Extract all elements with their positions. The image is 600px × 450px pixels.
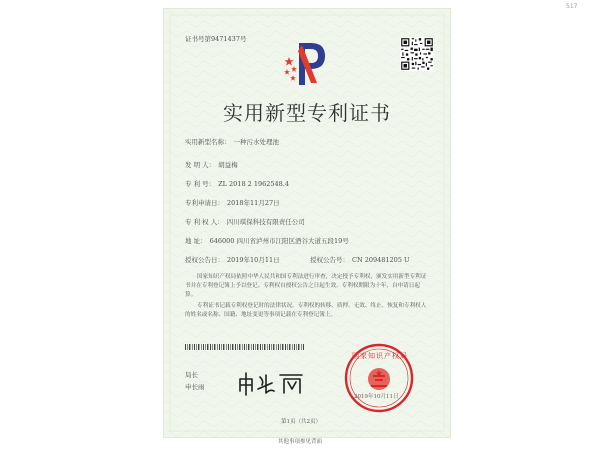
certificate-number: 证书号第9471437号 (185, 35, 247, 43)
field-patentee (185, 219, 305, 226)
qr-code-icon (400, 37, 434, 71)
field-grant-number (310, 257, 410, 264)
page-number: 第1页（共2页） (281, 419, 321, 425)
field-label: 专 利 号： (185, 180, 216, 188)
field-value: 一种污水处理池 (233, 138, 279, 146)
field-label: 专利申请日： (185, 199, 224, 207)
director-signature (236, 369, 308, 397)
cnipa-logo-icon (281, 39, 333, 89)
field-utility-model-name (185, 139, 279, 146)
patent-certificate (163, 8, 451, 438)
field-label: 实用新型名称： (185, 138, 231, 146)
director-title: 局长 (185, 371, 198, 379)
seal-date: 2019年10月11日 (354, 394, 399, 400)
field-value: 2018年11月27日 (227, 199, 280, 207)
field-grant-date (185, 257, 280, 264)
field-value: 四川琪保科技有限责任公司 (226, 218, 305, 226)
field-address (185, 238, 349, 245)
field-patent-number (185, 181, 289, 188)
field-value: ZL 2018 2 1962548.4 (218, 180, 289, 188)
field-value: 2019年10月11日 (227, 256, 280, 264)
field-label: 发 明 人： (185, 161, 216, 169)
field-label: 专 利 权 人： (185, 218, 224, 226)
footer-note: 其他事项参见背面 (277, 439, 322, 445)
barcode-icon (185, 344, 305, 350)
field-inventor (185, 162, 238, 169)
field-value: 胡益梅 (218, 161, 238, 169)
body-paragraph-2: 专利证书记载专利权登记时的法律状况。专利权的转移、质押、无效、终止、恢复和专利权人的姓名或名称、国籍、地址变更等事项记载在专利登记簿上。 (185, 303, 427, 319)
field-application-date (185, 200, 280, 207)
corner-mark: 517 (566, 3, 578, 10)
field-value: CN 209481205 U (352, 256, 410, 264)
field-value: 646000 四川省泸州市江阳区酒谷大道五段19号 (209, 237, 349, 245)
body-paragraph-1: 国家知识产权局依照中华人民共和国专利法进行审查，决定授予专利权，颁发实用新型专利证书并在专利登记簿上予以登记。专利权自授权公告之日起生效。专利权期限为十年，自申请日起算。 (185, 274, 427, 299)
field-label: 授权公告日： (185, 256, 224, 264)
certificate-title: 实用新型专利证书 (223, 101, 391, 125)
seal-inscription: 国家知识产权局 (352, 352, 408, 360)
field-label: 地 址： (185, 237, 207, 245)
field-label: 授权公告号： (310, 256, 349, 264)
director-name: 申长雨 (185, 383, 205, 391)
